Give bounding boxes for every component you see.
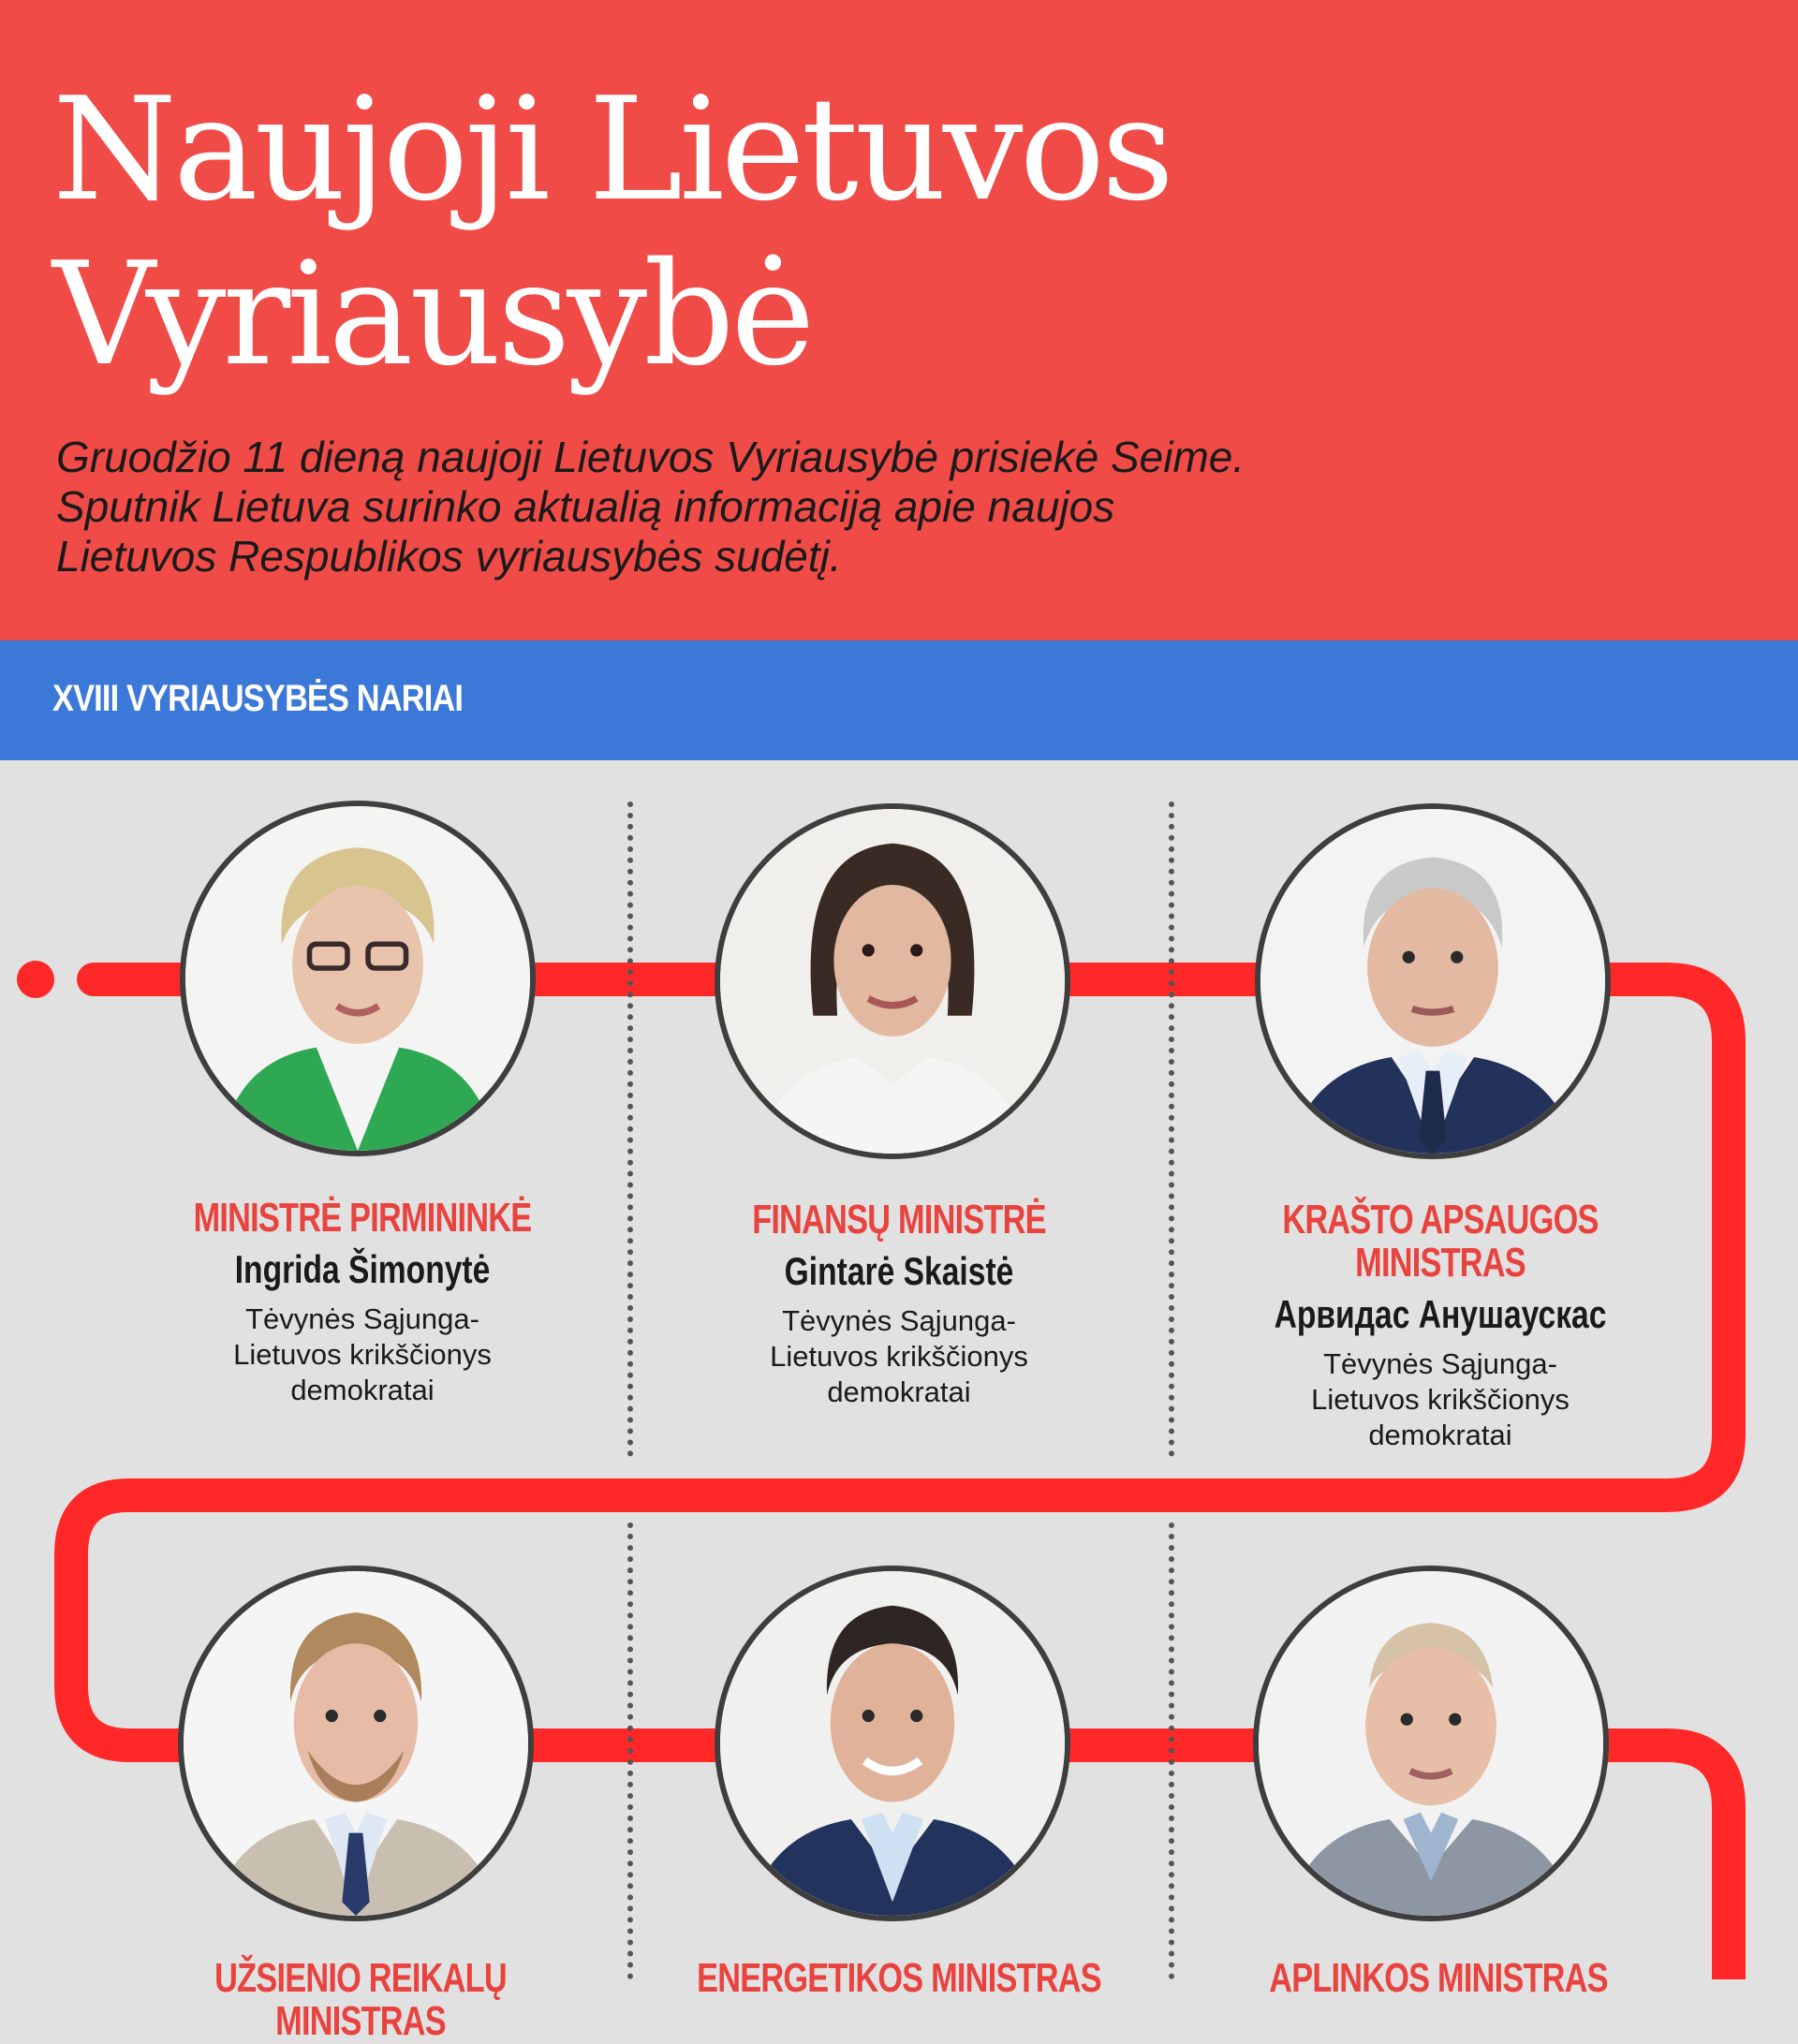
member-role: ENERGETIKOS MINISTRAS — [697, 1955, 1101, 2001]
member-photo-4 — [178, 1566, 534, 1921]
member-name: Ingrida Šimonytė — [234, 1247, 491, 1291]
member-name: Gintarė Skaistė — [784, 1249, 1014, 1293]
man-portrait-icon — [1260, 809, 1605, 1154]
member-role: FINANSŲ MINISTRĖ — [752, 1197, 1046, 1243]
man-portrait-icon — [1259, 1571, 1603, 1916]
timeline-start-dot — [17, 961, 54, 998]
page-title-line-1: Naujoji Lietuvos — [52, 66, 1172, 232]
member-card-4 — [117, 1957, 604, 2043]
member-card-5 — [656, 1957, 1142, 2000]
member-party: Tėvynės Sąjunga-Lietuvos krikščionys demokratai — [770, 1304, 1028, 1408]
member-party: Tėvynės Sąjunga-Lietuvos krikščionys demokratai — [233, 1302, 492, 1406]
member-card-1 — [119, 1197, 606, 1408]
man-portrait-icon — [720, 1571, 1065, 1916]
woman-portrait-icon — [720, 809, 1065, 1154]
member-photo-5 — [715, 1566, 1070, 1921]
member-photo-6 — [1253, 1566, 1609, 1921]
member-role: APLINKOS MINISTRAS — [1269, 1955, 1608, 2001]
member-photo-2 — [715, 803, 1070, 1159]
woman-portrait-icon — [185, 806, 530, 1151]
column-divider — [1169, 1522, 1174, 1979]
man-portrait-icon — [184, 1571, 528, 1916]
member-card-3 — [1197, 1198, 1684, 1453]
member-party: Tėvynės Sąjunga-Lietuvos krikščionys demokratai — [1311, 1347, 1570, 1451]
member-name: Арвидас Анушаускас — [1274, 1292, 1607, 1336]
intro-line-2: Sputnik Lietuva surinko aktualią informaciją apie naujos — [56, 482, 1115, 531]
member-card-2 — [656, 1198, 1142, 1410]
member-photo-3 — [1255, 803, 1611, 1159]
member-photo-1 — [180, 801, 536, 1156]
column-divider — [1169, 801, 1174, 1457]
column-divider — [627, 1522, 633, 1979]
member-role: KRAŠTO APSAUGOS MINISTRAS — [1282, 1197, 1599, 1286]
intro-line-3: Lietuvos Respublikos vyriausybės sudėtį. — [56, 532, 842, 581]
intro-line-1: Gruodžio 11 dieną naujoji Lietuvos Vyriausybė prisiekė Seime. — [56, 433, 1245, 481]
member-role: UŽSIENIO REIKALŲ MINISTRAS — [214, 1955, 507, 2044]
column-divider — [627, 801, 633, 1457]
member-card-6 — [1195, 1957, 1682, 2000]
member-role: MINISTRĖ PIRMININKĖ — [193, 1195, 532, 1241]
page-title-line-2: Vyriausybė — [52, 231, 812, 397]
section-label: XVIII VYRIAUSYBĖS NARIAI — [52, 678, 464, 719]
